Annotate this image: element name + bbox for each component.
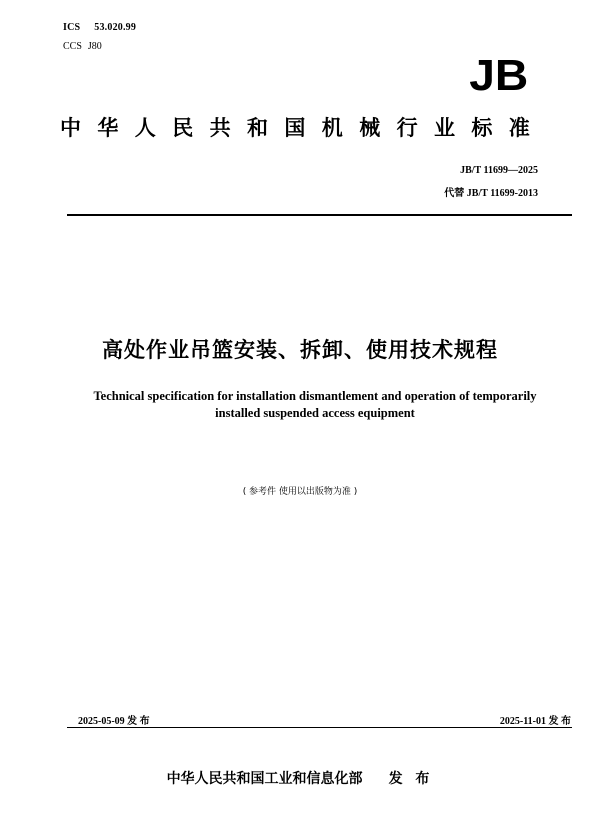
issuer-name: 中华人民共和国工业和信息化部 bbox=[166, 771, 363, 787]
ics-line bbox=[63, 22, 136, 33]
reference-note: ( 参考件 使用以出版物为准 ) bbox=[242, 487, 358, 497]
title-english-line-2: installed suspended access equipment bbox=[215, 406, 415, 420]
implementation-date: 2025-11-01 发 布 bbox=[499, 716, 571, 727]
title-english bbox=[60, 388, 570, 422]
issuer-line bbox=[0, 768, 600, 788]
replaces-standard: 代替 JB/T 11699-2013 bbox=[444, 188, 538, 199]
issuer-publish: 发 布 bbox=[388, 771, 434, 787]
standard-class-title: 中华人民共和国机械行业标准 bbox=[60, 116, 547, 140]
ccs-code: J80 bbox=[87, 41, 102, 52]
footer-divider bbox=[67, 727, 572, 728]
standard-number: JB/T 11699—2025 bbox=[460, 165, 538, 176]
title-chinese: 高处作业吊篮安装、拆卸、使用技术规程 bbox=[102, 338, 498, 362]
header-divider bbox=[67, 214, 572, 216]
ccs-line bbox=[63, 41, 102, 52]
issue-date: 2025-05-09 发 布 bbox=[78, 716, 150, 727]
jb-logo: JB bbox=[468, 51, 528, 100]
ics-code: 53.020.99 bbox=[94, 22, 137, 33]
title-english-line-1: Technical specification for installation dismantlement and operation of temporarily bbox=[93, 389, 537, 403]
ccs-label: CCS bbox=[63, 41, 82, 52]
ics-label: ICS bbox=[63, 22, 81, 33]
